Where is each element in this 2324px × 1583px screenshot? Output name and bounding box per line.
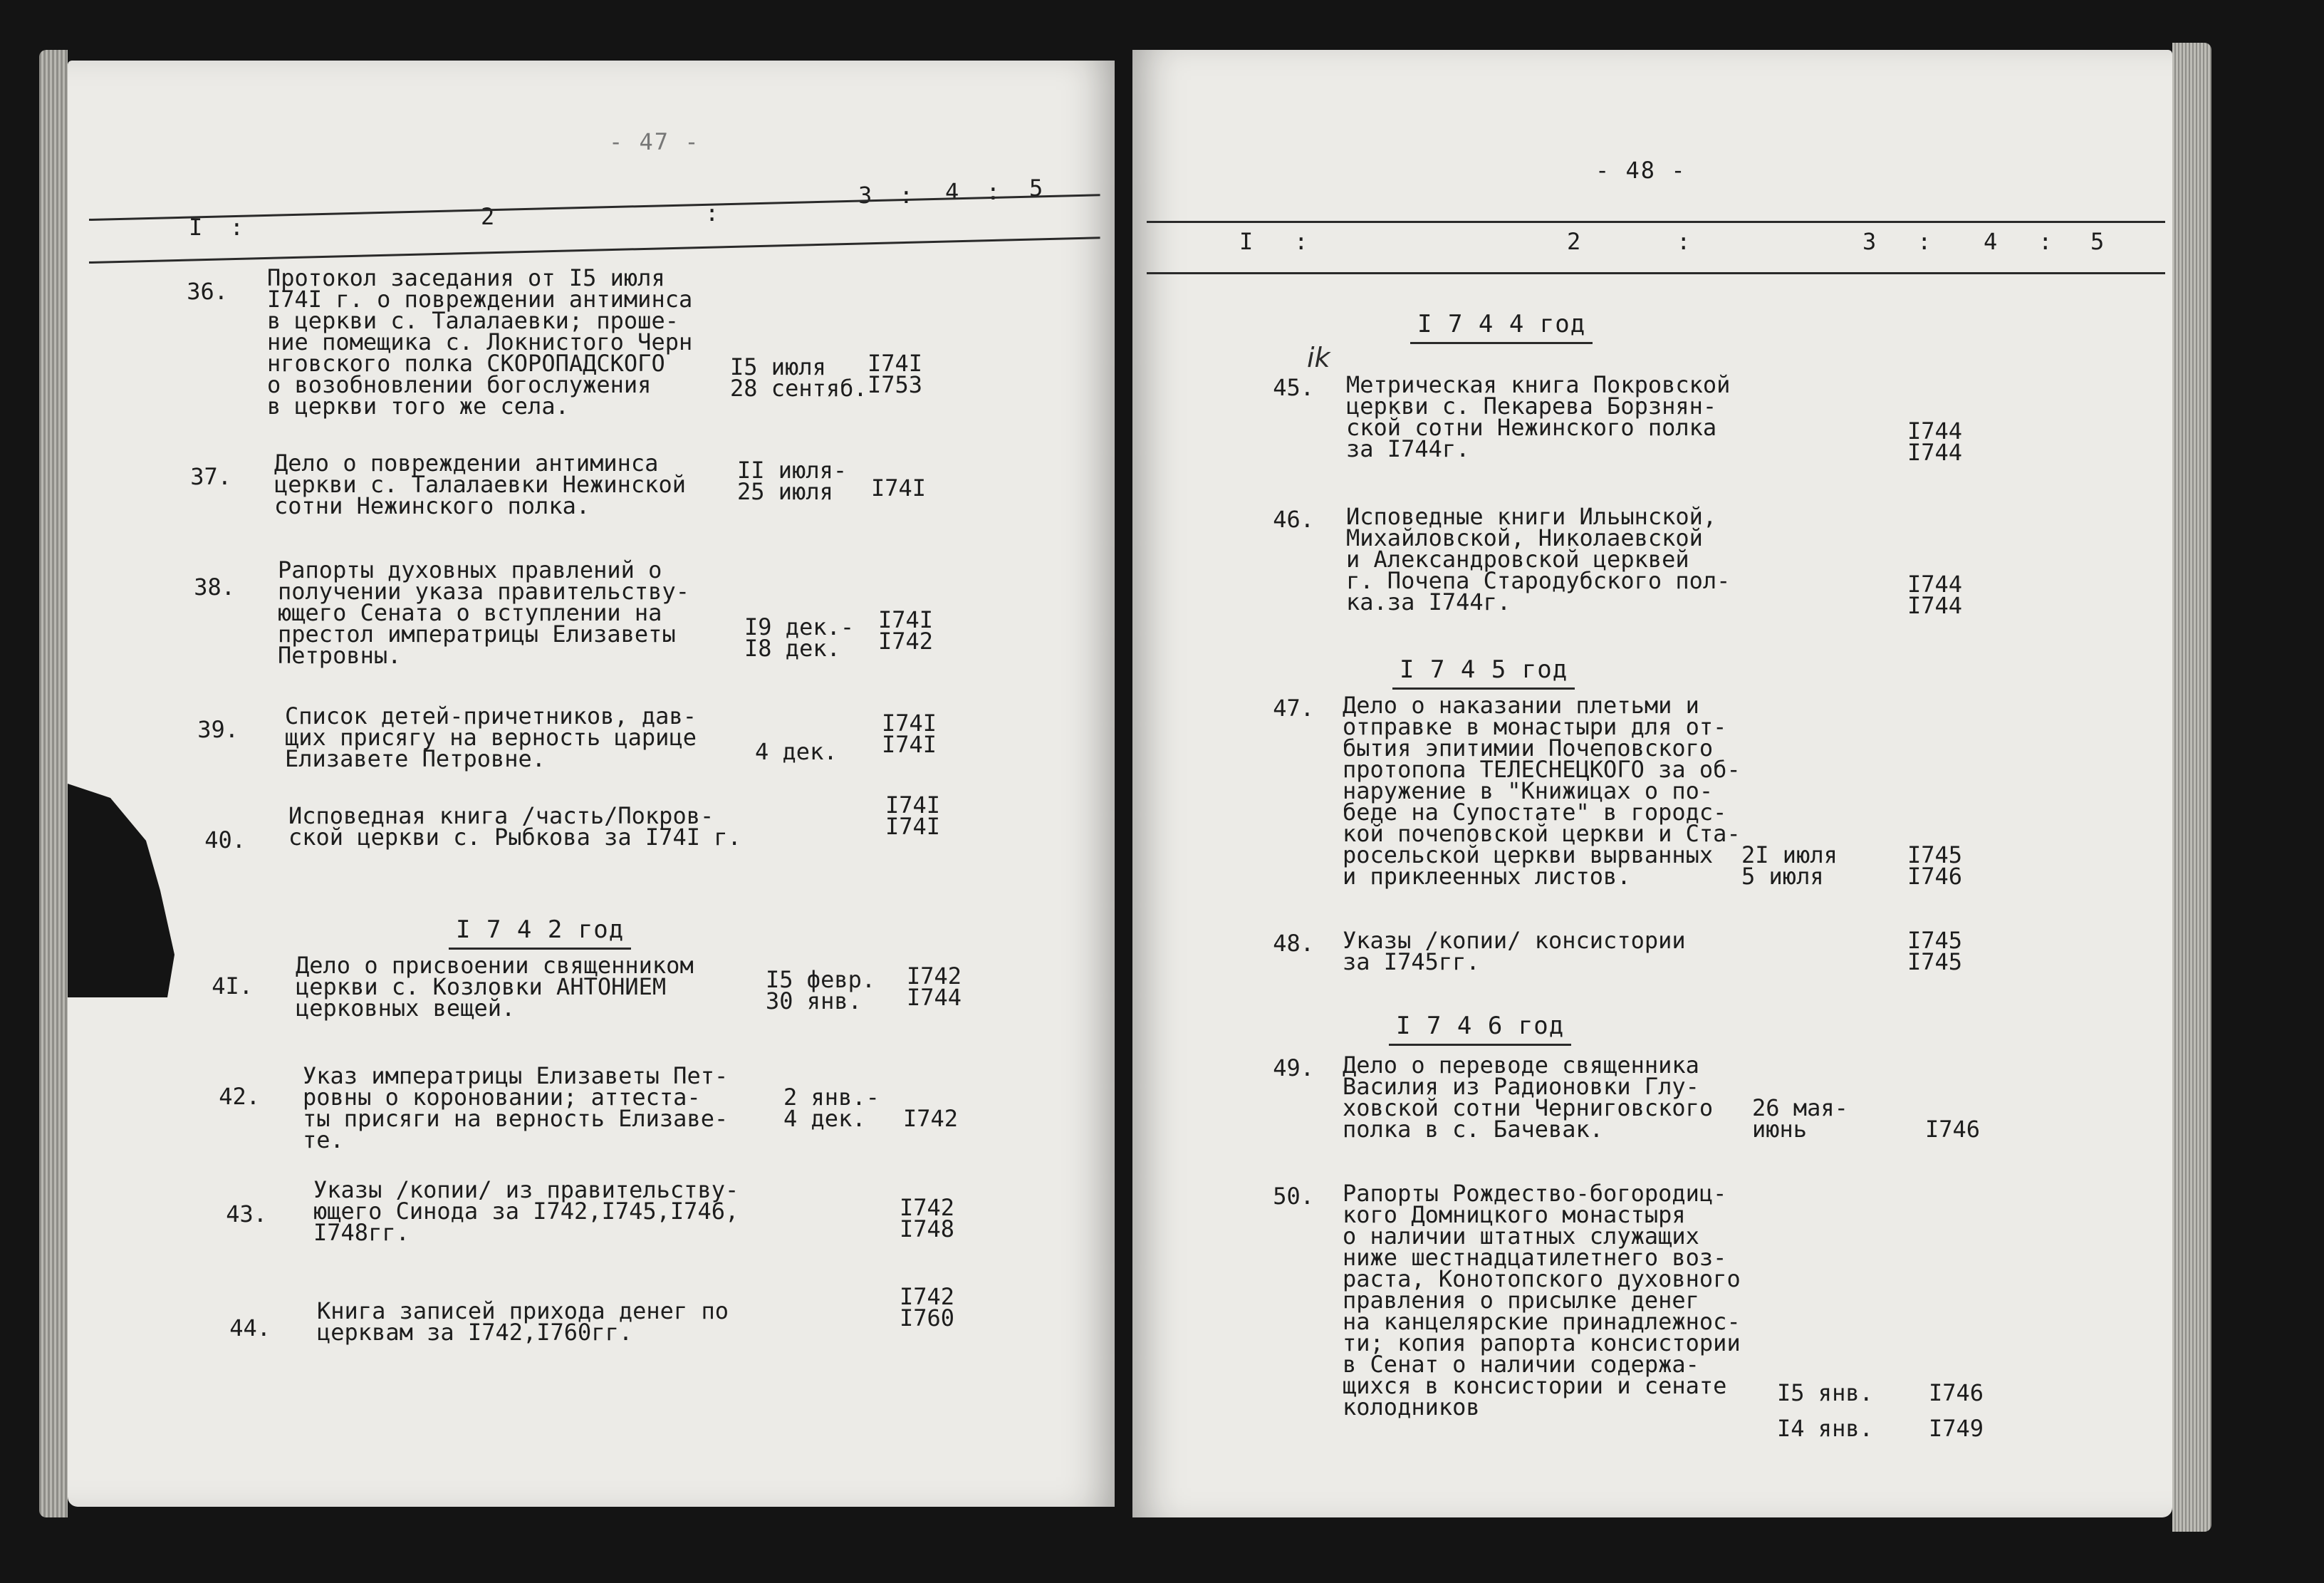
col-head-3: 3 : — [858, 182, 914, 209]
col-head-2: 2 : — [1567, 228, 1691, 255]
entry-years: I745 I745 — [1907, 927, 1962, 975]
entry-dates: 2I июля 5 июля — [1741, 841, 1838, 890]
entry-description: Дело о переводе священника Василия из Радионовки Глу- ховской сотни Черниговского полка в с. Бачевак. — [1343, 1052, 1714, 1143]
entry-number: 4I. — [212, 972, 253, 1000]
torn-page-corner — [68, 784, 174, 997]
col-head-4: 4 : — [945, 178, 1001, 205]
year-heading: I 7 4 6 год — [1396, 1012, 1564, 1040]
entry-years: I74I I74I — [881, 710, 937, 758]
year-heading: I 7 4 2 год — [456, 915, 624, 944]
entry-number: 47. — [1273, 695, 1314, 722]
entry-dates: I5 июля 28 сентяб. — [730, 353, 867, 402]
entry-number: 43. — [226, 1200, 267, 1228]
entry-years: I742 — [902, 1105, 958, 1132]
entry-description: Дело о повреждении антиминса церкви с. Талалаевки Нежинской сотни Нежинского полка. — [274, 450, 686, 519]
entry-number: 38. — [194, 573, 235, 601]
entry-years: I742 I748 — [899, 1194, 954, 1242]
entry-years: I746 I749 — [1928, 1379, 1984, 1442]
entry-description: Список детей-причетников, дав- щих присягу на верность царице Елизавете Петровне. — [285, 702, 697, 772]
entry-years: I744 I744 — [1907, 571, 1962, 619]
entry-description: Книга записей прихода денег по церквам за I742,I760гг. — [317, 1297, 729, 1346]
entry-years: I74I I74I — [885, 792, 940, 840]
right-page — [1132, 50, 2172, 1517]
book-edge-right — [2172, 43, 2211, 1532]
entry-years: I74I I742 — [877, 606, 933, 655]
entry-number: 39. — [197, 716, 239, 743]
book-edge-left — [39, 50, 68, 1517]
col-head-3: 3 : — [1862, 228, 1932, 255]
col-head-1: I : — [189, 214, 244, 241]
header-rule-top — [1147, 221, 2165, 223]
entry-dates: I5 янв. I4 янв. — [1777, 1379, 1873, 1442]
entry-description: Метрическая книга Покровской церкви с. Пекарева Борзнян- ской сотни Нежинского полка за I744г. — [1346, 371, 1731, 462]
year-heading: I 7 4 4 год — [1417, 310, 1585, 338]
col-head-2: 2 — [481, 203, 495, 230]
entry-description: Протокол заседания от I5 июля I74I г. о повреждении антиминса в церкви с. Талалаевки; проше- ние помещика с. Локнистого Черн нговского полка СКОРОПАДСКОГО о возобновлении богослужения в церкви того же села. — [267, 264, 693, 420]
entry-years: I742 I744 — [906, 962, 962, 1011]
entry-description: Дело о наказании плетьми и отправке в монастыри для от- бытия эпитимии Почеповского протопопа ТЕЛЕСНЕЦКОГО за об- наружение в "Книжицах о по- беде на Супостате" в городс- кой почеповской церкви и Ста- росельской церкви вырванных и приклеенных листов. — [1343, 692, 1741, 890]
entry-description: Указы /копии/ консистории за I745гг. — [1343, 927, 1686, 975]
year-heading: I 7 4 5 год — [1400, 655, 1568, 684]
entry-dates: II июля- 25 июля — [737, 457, 848, 505]
entry-dates: I9 дек.- I8 дек. — [744, 613, 855, 662]
entry-number: 42. — [219, 1083, 260, 1110]
entry-number: 48. — [1273, 930, 1314, 957]
page-number: - 48 - — [1595, 157, 1687, 184]
entry-number: 50. — [1273, 1183, 1314, 1210]
entry-description: Рапорты Рождество-богородиц- кого Домницкого монастыря о наличии штатных служащих ниже шестнадцатилетнего воз- раста, Конотопского духовного правления о присылке денег на канцелярские принадлежнос- ти; копия рапорта консистории в Сенат о наличии содержа- щихся в консистории и сенате колодников — [1343, 1180, 1741, 1421]
header-rule-top — [89, 194, 1100, 221]
entry-years: I746 — [1924, 1116, 1980, 1143]
entry-description: Исповедная книга /часть/Покров- ской церкви с. Рыбкова за I74I г. — [288, 802, 741, 851]
left-page — [68, 61, 1115, 1507]
entry-years: I745 I746 — [1907, 841, 1962, 890]
col-head-5: 5 — [2090, 228, 2105, 255]
pencil-annotation: ik — [1307, 342, 1330, 373]
entry-description: Указ императрицы Елизаветы Пет- ровны о короновании; аттеста- ты присяги на верность Елизаве- те. — [303, 1062, 729, 1153]
entry-dates: I5 февр. 30 янв. — [766, 966, 876, 1014]
entry-dates: 4 дек. — [755, 738, 838, 765]
col-head-5: 5 — [1029, 175, 1043, 202]
entry-dates: 2 янв.- 4 дек. — [783, 1084, 880, 1132]
entry-years: I742 I760 — [899, 1283, 954, 1332]
entry-years: I74I — [870, 474, 926, 502]
col-head-sep-2: : — [705, 199, 719, 227]
header-rule-bottom — [1147, 272, 2165, 274]
entry-number: 37. — [190, 463, 231, 490]
entry-description: Указы /копии/ из правительству- ющего Синода за I742,I745,I746, I748гг. — [313, 1176, 739, 1246]
entry-number: 44. — [229, 1314, 271, 1341]
entry-number: 36. — [187, 278, 228, 305]
entry-number: 49. — [1273, 1054, 1314, 1081]
entry-dates: 26 мая- июнь — [1752, 1094, 1848, 1143]
entry-description: Дело о присвоении священником церкви с. Козловки АНТОНИЕМ церковных вещей. — [296, 952, 694, 1022]
entry-description: Исповедные книги Ильынской, Михайловской, Николаевской и Александровской церквей г. Почепа Стародубского пол- ка.за I744г. — [1346, 503, 1731, 616]
entry-description: Рапорты духовных правлений о получении указа правительству- ющего Сената о вступлении на престол императрицы Елизаветы Петровны. — [278, 556, 689, 669]
entry-years: I744 I744 — [1907, 417, 1962, 466]
col-head-1: I : — [1239, 228, 1308, 255]
entry-number: 40. — [204, 826, 246, 853]
col-head-4: 4 : — [1984, 228, 2053, 255]
entry-number: 45. — [1273, 374, 1314, 401]
entry-years: I74I I753 — [867, 350, 922, 398]
page-number: - 47 - — [609, 128, 700, 155]
entry-number: 46. — [1273, 506, 1314, 533]
